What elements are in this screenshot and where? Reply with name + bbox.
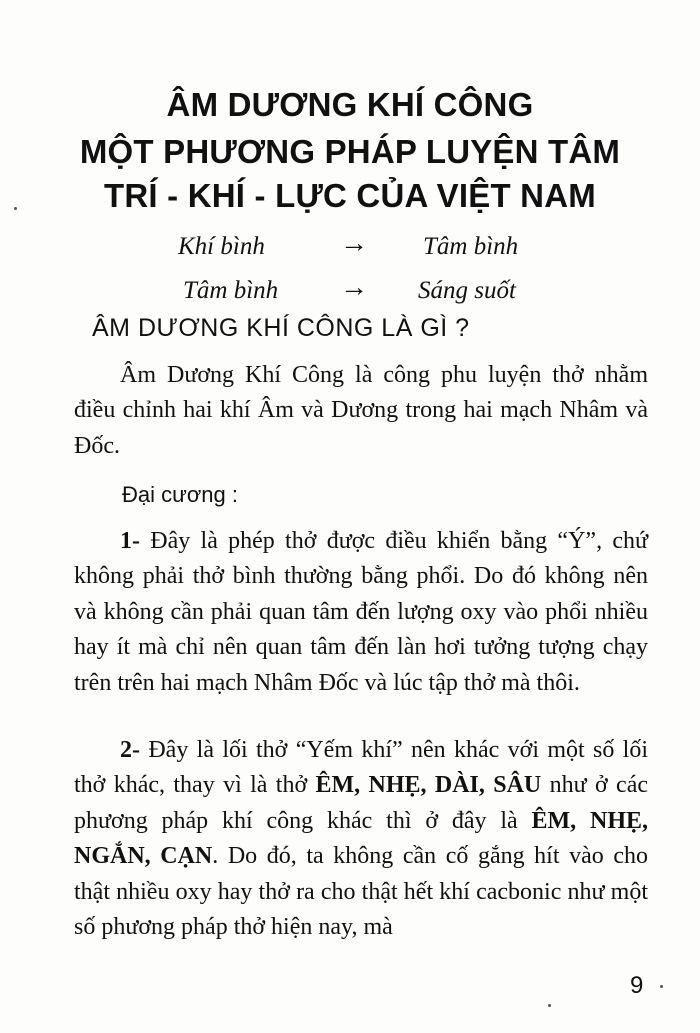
- title-line-2: MỘT PHƯƠNG PHÁP LUYỆN TÂM: [79, 133, 621, 170]
- maxim-1-right: Tâm bình: [423, 233, 519, 260]
- section-heading: ÂM DƯƠNG KHÍ CÔNG LÀ GÌ ?: [92, 314, 470, 342]
- maxim-2-left: Tâm bình: [183, 277, 279, 304]
- point-2-bold-b: ÊM, NHẸ, NGẮN, CẠN: [74, 807, 649, 870]
- point-2-text-a: Đây là lối thở “Yếm khí” nên khác với một số lối thở khác, thay vì là thở: [74, 737, 649, 799]
- maxim-2-arrow-icon: →: [340, 272, 368, 303]
- point-2-text-b: như ở các phương pháp khí công khác thì ở đây là: [74, 772, 648, 834]
- general-label: Đại cương :: [122, 482, 238, 507]
- point-1-paragraph: [74, 524, 648, 701]
- intro-paragraph: Âm Dương Khí Công là công phu luyện thở nhằm điều chỉnh hai khí Âm và Dương trong hai mạch Nhâm và Đốc.: [74, 362, 648, 459]
- maxim-2-right: Sáng suốt: [418, 277, 516, 304]
- maxim-1-arrow-icon: →: [340, 228, 368, 259]
- title-line-3: TRÍ - KHÍ - LỰC CỦA VIỆT NAM: [104, 177, 596, 214]
- maxim-1-left: Khí bình: [178, 233, 265, 260]
- point-1-text: Đây là phép thở được điều khiển bằng “Ý”, chứ không phải thở bình thường bằng phổi. Do đó không nên và không cần phải quan tâm đến lượng oxy vào phổi nhiều hay ít mà chỉ nên quan tâm đến làn hơi tưởng tượng chạy trên trên hai mạch Nhâm Đốc và lúc tập thở mà thôi.: [74, 528, 648, 696]
- scan-speck: [548, 1004, 551, 1007]
- page-number: 9: [630, 972, 644, 999]
- point-2-bold-a: ÊM, NHẸ, DÀI, SÂU: [315, 772, 542, 799]
- scan-speck: [14, 207, 17, 210]
- scan-speck: [660, 985, 663, 988]
- point-2-number: 2-: [120, 737, 140, 763]
- point-2-paragraph: [74, 733, 648, 945]
- point-2-text-c: . Do đó, ta không cần cố gắng hít vào cho thật nhiều oxy hay thở ra cho thật hết khí cacbonic như một số phương pháp thở hiện nay, mà: [74, 843, 648, 941]
- point-1-number: 1-: [120, 528, 140, 554]
- title-line-1: ÂM DƯƠNG KHÍ CÔNG: [166, 86, 534, 123]
